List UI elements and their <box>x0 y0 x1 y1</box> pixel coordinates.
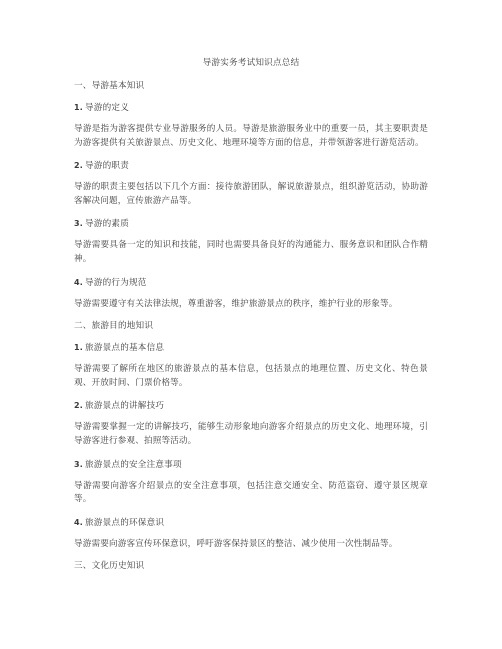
item-number: 3. <box>74 459 84 469</box>
item-title: 导游的行为规范 <box>85 277 147 288</box>
item-number: 4. <box>74 517 84 527</box>
document-title: 导游实务考试知识点总结 <box>202 58 300 68</box>
item-title: 导游的素质 <box>85 219 129 230</box>
item-number: 2. <box>74 401 84 411</box>
paragraph: 导游需要了解所在地区的旅游景点的基本信息，包括景点的地理位置、历史文化、特色景观、开放时间、门票价格等。 <box>74 364 428 388</box>
subsection-heading <box>74 342 428 354</box>
section-basic-knowledge <box>74 81 428 311</box>
section-culture-history <box>74 561 428 572</box>
section-heading: 三、文化历史知识 <box>74 561 145 572</box>
paragraph: 导游是指为游客提供专业导游服务的人员。导游是旅游服务业中的重要一员，其主要职责是为游客提供有关旅游景点、历史文化、地理环境等方面的信息，并带领游客进行游览活动。 <box>74 124 428 148</box>
subsection-heading <box>74 102 428 114</box>
paragraph: 导游需要向游客宣传环保意识，呼吁游客保持景区的整洁、减少使用一次性制品等。 <box>74 538 398 549</box>
subsection-heading <box>74 400 428 412</box>
subsection-heading <box>74 517 428 529</box>
subsection-heading <box>74 218 428 230</box>
paragraph: 导游需要向游客介绍景点的安全注意事项，包括注意交通安全、防范盗窃、遵守景区规章等。 <box>74 480 428 505</box>
subsection-heading <box>74 277 428 289</box>
section-destination-knowledge <box>74 321 428 551</box>
item-title: 导游的定义 <box>85 103 129 113</box>
item-number: 1. <box>74 343 84 353</box>
paragraph: 导游需要遵守有关法律法规，尊重游客，维护旅游景点的秩序，维护行业的形象等。 <box>74 298 398 309</box>
section-heading: 一、导游基本知识 <box>74 81 145 91</box>
item-title: 旅游景点的基本信息 <box>85 343 165 354</box>
item-title: 旅游景点的环保意识 <box>85 517 165 528</box>
paragraph: 导游的职责主要包括以下几个方面：接待旅游团队，解说旅游景点，组织游览活动，协助游客解决问题，宣传旅游产品等。 <box>74 182 428 206</box>
section-heading: 二、旅游目的地知识 <box>74 321 154 332</box>
paragraph: 导游需要具备一定的知识和技能，同时也需要具备良好的沟通能力、服务意识和团队合作精神。 <box>74 240 428 264</box>
item-title: 导游的职责 <box>85 161 129 172</box>
item-title: 旅游景点的安全注意事项 <box>85 459 182 470</box>
item-number: 2. <box>74 161 84 171</box>
item-title: 旅游景点的讲解技巧 <box>85 401 165 412</box>
subsection-heading <box>74 459 428 471</box>
item-number: 4. <box>74 277 84 287</box>
paragraph: 导游需要掌握一定的讲解技巧，能够生动形象地向游客介绍景点的历史文化、地理环境，引导游客进行参观、拍照等活动。 <box>74 422 428 446</box>
item-number: 1. <box>74 103 84 112</box>
item-number: 3. <box>74 219 84 229</box>
subsection-heading <box>74 160 428 172</box>
